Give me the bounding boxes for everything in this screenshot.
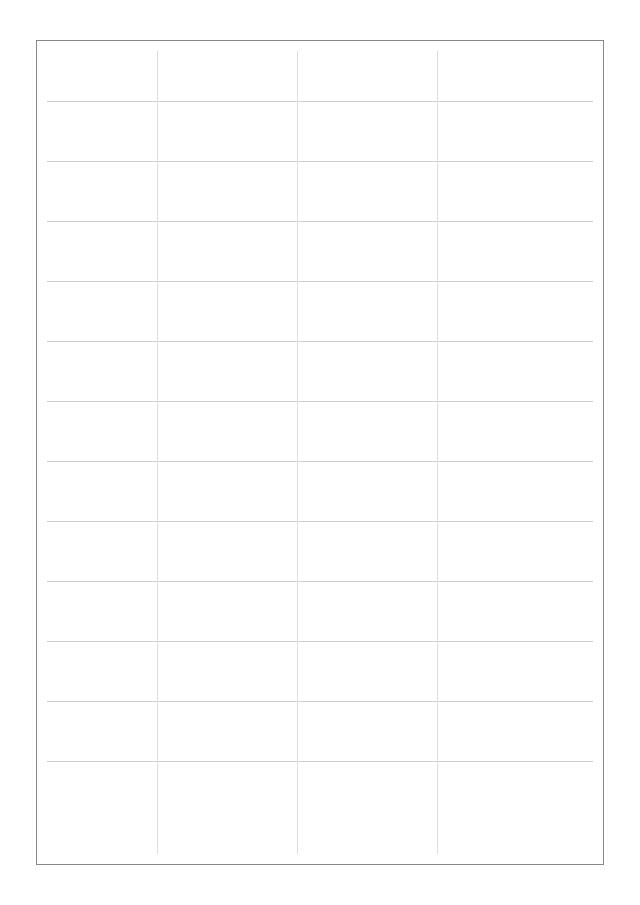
table-rule — [47, 341, 593, 342]
table-rule — [47, 461, 593, 462]
table-column-rule — [157, 51, 158, 854]
table-rule — [47, 521, 593, 522]
table-rule — [47, 641, 593, 642]
table-column-rule — [437, 51, 438, 854]
document-sheet — [36, 40, 604, 865]
table-rule — [47, 761, 593, 762]
table-rule — [47, 701, 593, 702]
table-column-rule — [297, 51, 298, 854]
table-rule — [47, 281, 593, 282]
header-rule — [47, 101, 593, 102]
table-rule — [47, 581, 593, 582]
table-rule — [47, 221, 593, 222]
table-rule — [47, 401, 593, 402]
table-rule — [47, 161, 593, 162]
